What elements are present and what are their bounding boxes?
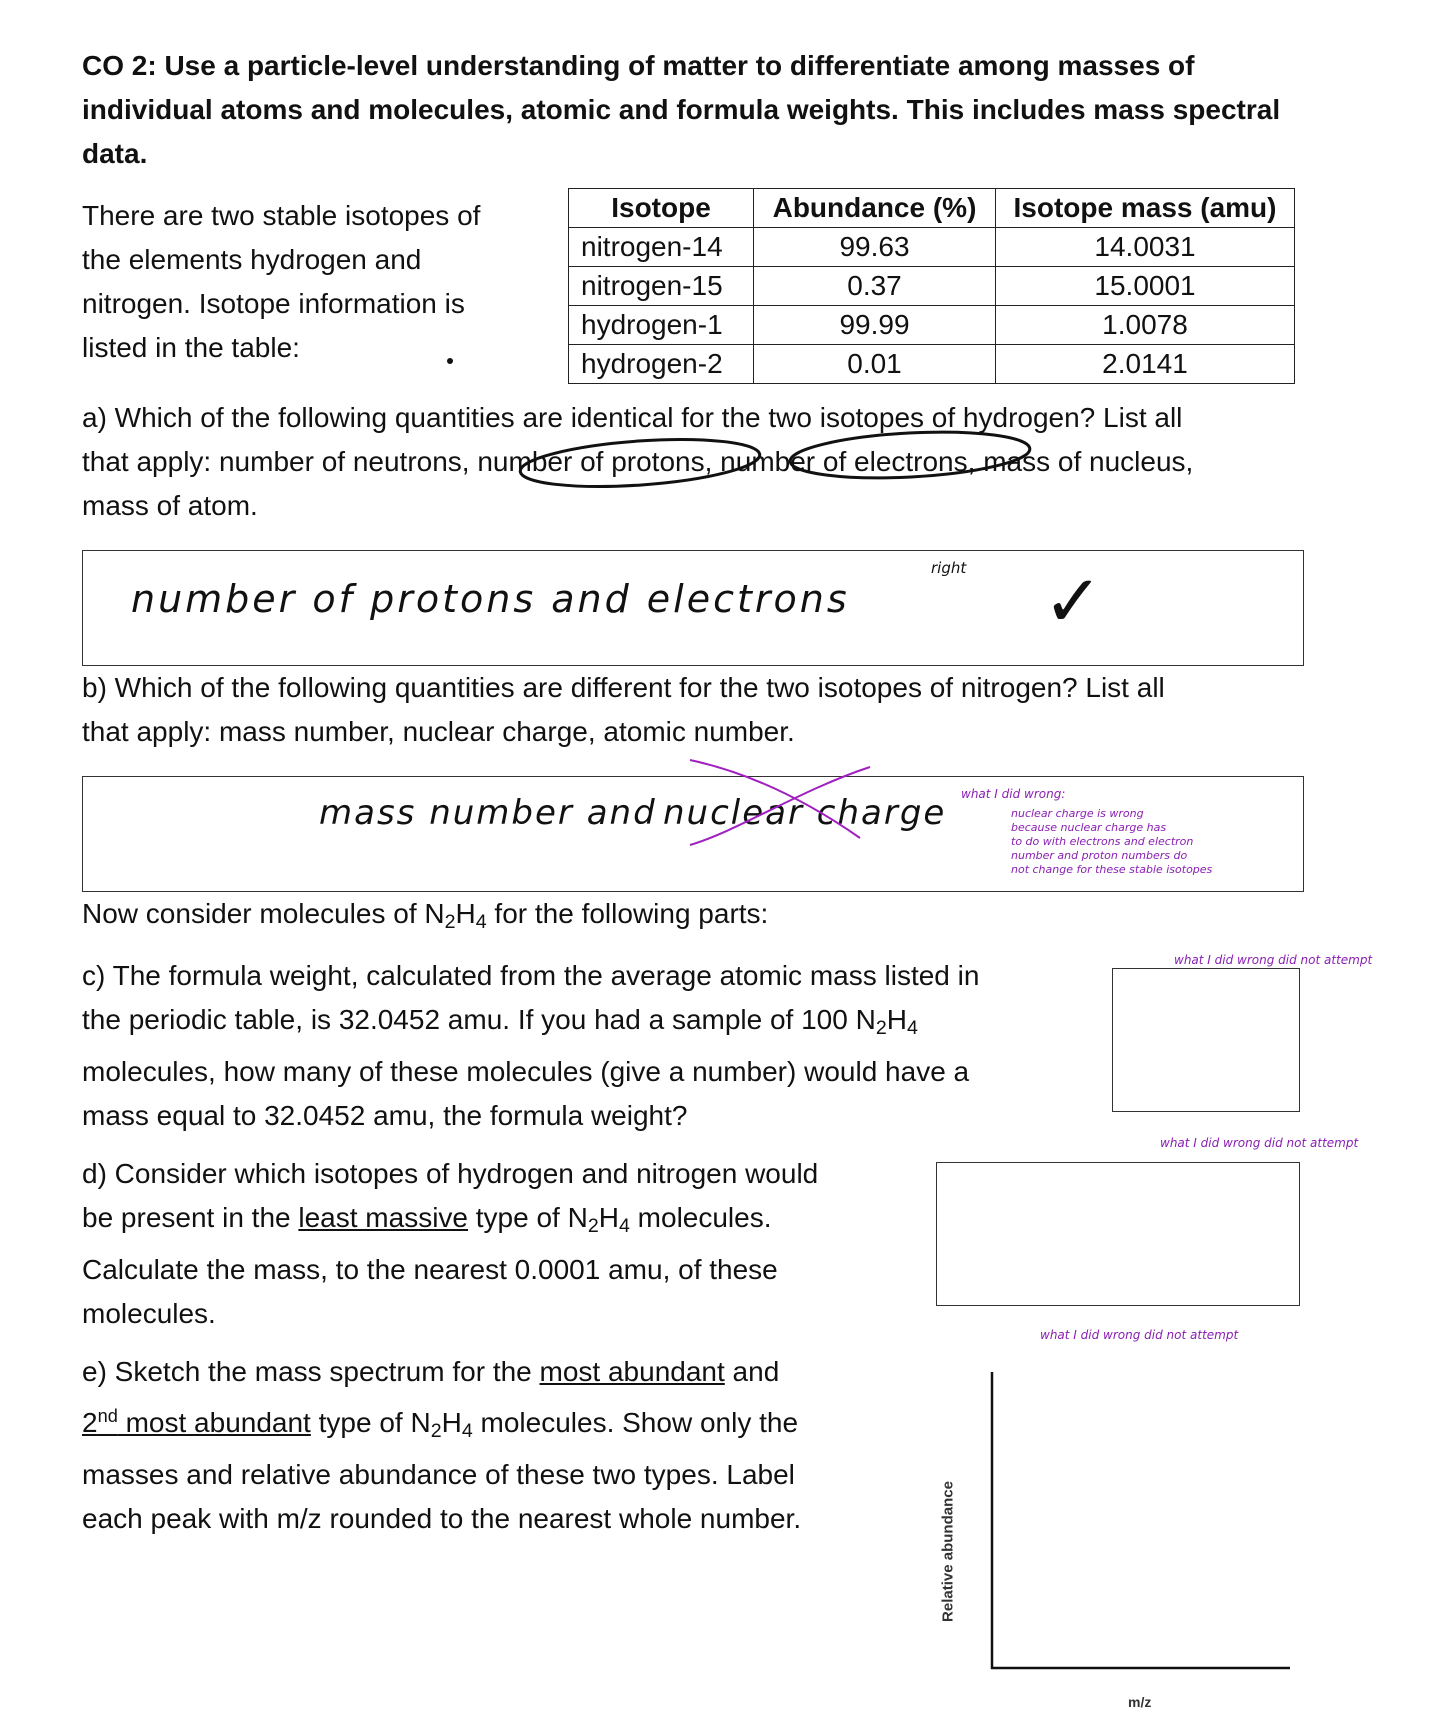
answer-b-kept: mass number and: [319, 793, 657, 833]
cell-mass: 1.0078: [996, 306, 1295, 345]
feedback-d-note: what I did wrong did not attempt: [1160, 1136, 1359, 1150]
cell-isotope: hydrogen-2: [569, 345, 754, 384]
answer-b-crossed: nuclear charge: [663, 793, 947, 833]
question-b-line2: that apply: mass number, nuclear charge, atomic number.: [82, 716, 795, 747]
intro-text: There are two stable isotopes of the elements hydrogen and nitrogen. Isotope information is listed in the table:: [82, 200, 481, 363]
question-b-line1: b) Which of the following quantities are different for the two isotopes of nitrogen? List all: [82, 672, 1165, 703]
checkmark-icon: ✓: [1043, 559, 1104, 643]
answer-a-note: right: [931, 559, 967, 577]
header-isotope: Isotope: [569, 189, 754, 228]
cell-abundance: 0.37: [754, 267, 996, 306]
answer-a-text: number of protons and electrons: [131, 577, 850, 621]
cell-mass: 2.0141: [996, 345, 1295, 384]
cell-mass: 14.0031: [996, 228, 1295, 267]
header-abundance: Abundance (%): [754, 189, 996, 228]
question-a-line1: a) Which of the following quantities are identical for the two isotopes of hydrogen? List all: [82, 402, 1183, 433]
question-a-line2: that apply: number of neutrons, number of protons, number of electrons, mass of nucleus,: [82, 446, 1194, 477]
circled-protons: number of protons: [477, 446, 705, 477]
question-c: c) The formula weight, calculated from the average atomic mass listed in the periodic table, is 32.0452 amu. If you had a sample of 100 $N_2H_4$ molecules, how many of these molecules (give a number) would have a mass equal to 32.0452 amu, the formula weight?: [82, 960, 980, 1131]
circled-electrons: number of electrons: [720, 446, 968, 477]
cell-abundance: 0.01: [754, 345, 996, 384]
x-axis-label: m/z: [1128, 1694, 1152, 1710]
molecule-intro: Now consider molecules of $N_2H_4$ for the following parts:: [82, 898, 769, 933]
cell-abundance: 99.63: [754, 228, 996, 267]
feedback-c-note: what I did wrong did not attempt: [1174, 953, 1373, 967]
question-e: e) Sketch the mass spectrum for the most abundant and 2nd most abundant type of $N_2H_4$ molecules. Show only the masses and relative abundance of these two types. Label each peak with m/z rounded to the nearest whole number.: [82, 1356, 802, 1534]
feedback-b-text: nuclear charge is wrong because nuclear charge has to do with electrons and electron number and proton numbers do not change for these stable isotopes: [1011, 807, 1213, 876]
cell-isotope: nitrogen-15: [569, 267, 754, 306]
question-d: d) Consider which isotopes of hydrogen and nitrogen would be present in the least massive type of $N_2H_4$ molecules. Calculate the mass, to the nearest 0.0001 amu, of these molecules.: [82, 1158, 819, 1329]
cell-mass: 15.0001: [996, 267, 1295, 306]
question-a-line3: mass of atom.: [82, 490, 258, 521]
cell-isotope: nitrogen-14: [569, 228, 754, 267]
cell-isotope: hydrogen-1: [569, 306, 754, 345]
header-mass: Isotope mass (amu): [996, 189, 1295, 228]
learning-objective-heading: CO 2: Use a particle-level understanding of matter to differentiate among masses of individual atoms and molecules, atomic and formula weights. This includes mass spectral data.: [82, 50, 1281, 169]
feedback-e-note: what I did wrong did not attempt: [1040, 1328, 1239, 1342]
y-axis-label: Relative abundance: [939, 1481, 957, 1622]
cell-abundance: 99.99: [754, 306, 996, 345]
feedback-b-title: what I did wrong:: [961, 787, 1066, 801]
